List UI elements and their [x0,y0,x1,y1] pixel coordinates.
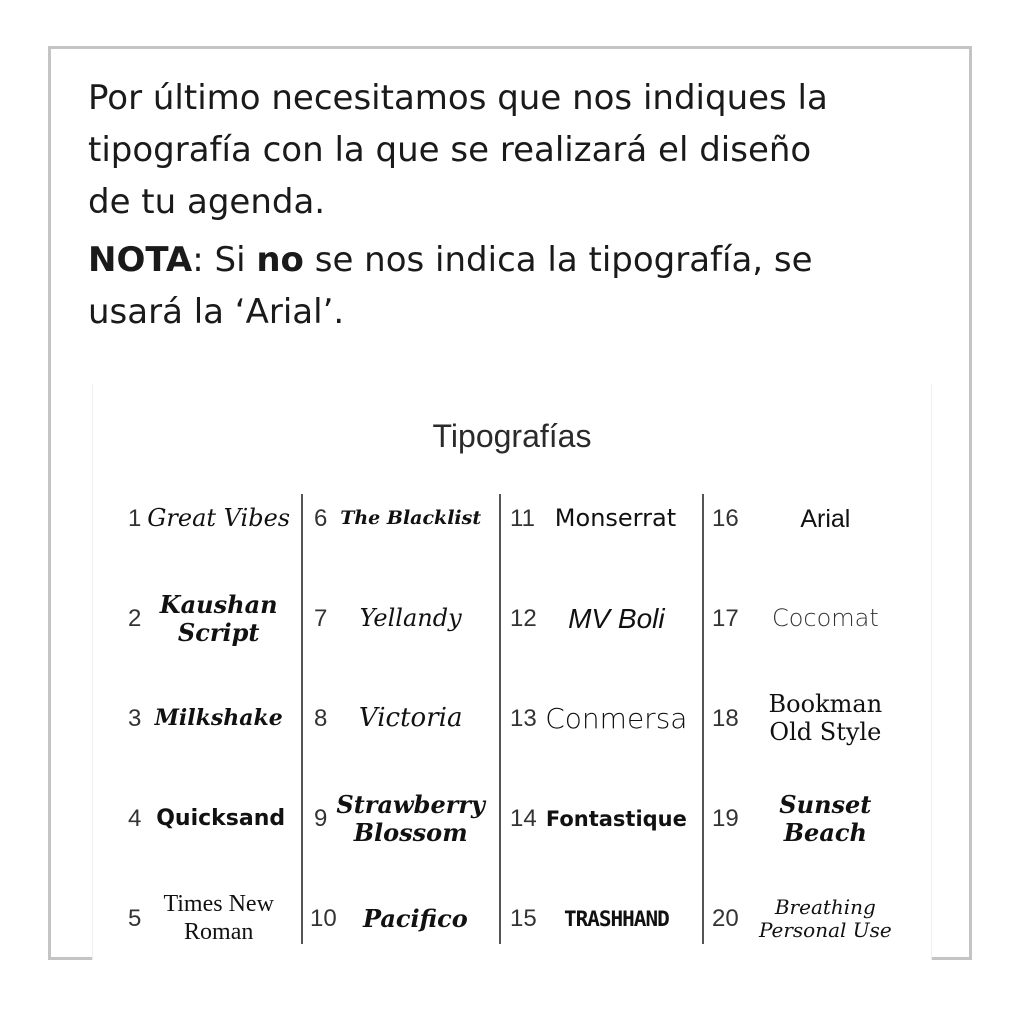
font-name [537,703,696,735]
font-name-line: Fontastique [545,806,687,831]
font-number: 1 [128,505,142,532]
font-number: 12 [510,605,537,632]
font-name [337,905,494,933]
font-name-line: Blossom [353,818,468,847]
font-name [537,907,696,931]
font-number: 9 [314,805,328,832]
font-name-line: Yellandy [359,604,462,633]
font-name [739,605,912,633]
font-option[interactable] [314,574,494,664]
font-number: 16 [712,505,739,532]
column-divider [702,494,704,944]
font-number: 7 [314,605,328,632]
note-line: usará la ‘Arial’. [88,292,345,332]
font-name-line: Kaushan [159,590,278,620]
font-name-line: Pacifico [362,904,468,934]
font-name-line: Monserrat [554,504,677,533]
panel-title: Tipografías [432,418,592,454]
note-text: : Si [192,240,257,280]
font-name [141,505,296,533]
font-option[interactable] [128,774,296,864]
font-number: 5 [128,905,142,932]
font-name [141,706,296,731]
font-name-line: Cocomat [771,604,879,633]
intro-paragraph [88,72,958,228]
font-number: 8 [314,705,328,732]
font-option[interactable] [712,574,912,664]
note-paragraph [88,234,958,338]
font-name [739,791,912,846]
font-number: 15 [510,905,537,932]
font-name-line: Arial [800,504,851,533]
font-name [327,605,494,633]
font-option[interactable] [314,674,494,764]
font-number: 6 [314,505,328,532]
font-number: 19 [712,805,739,832]
note-emphasis: no [256,240,304,280]
font-number: 20 [712,905,739,932]
font-name-line: Conmersa [545,701,688,735]
font-option[interactable] [128,474,296,564]
font-name [537,807,696,831]
font-name-line: Milkshake [154,705,283,732]
font-name-line: Times New [163,891,274,918]
font-number: 14 [510,805,537,832]
font-option[interactable] [314,774,494,864]
font-option[interactable] [314,474,494,564]
font-option[interactable] [128,674,296,764]
font-option[interactable] [510,874,696,964]
font-option[interactable] [712,474,912,564]
font-name-line: Bookman [768,690,883,719]
font-name-line: Great Vibes [147,504,291,533]
font-option[interactable] [712,774,912,864]
note-line [88,234,958,286]
font-name-line: MV Boli [568,602,665,634]
column-divider [499,494,501,944]
note-text: se nos indica la tipografía, se [303,240,813,280]
intro-line: de tu agenda. [88,182,326,222]
font-number: 4 [128,805,142,832]
font-option[interactable] [310,874,494,964]
font-name-line: Strawberry [336,790,485,820]
font-name-line: Sunset Beach [779,790,872,847]
font-name [739,505,912,534]
font-option[interactable] [510,574,696,664]
note-label: NOTA [88,240,193,280]
font-name [537,603,696,635]
font-name-line: Breathing [774,895,876,919]
font-name [739,691,912,746]
font-option[interactable] [510,674,696,764]
font-name-line: Victoria [358,703,463,734]
font-option[interactable] [510,474,696,564]
font-name-line: Personal Use [758,918,892,942]
font-name [141,806,296,831]
font-name-line: Roman [184,919,254,945]
font-name [141,891,296,946]
font-name-line: Script [177,618,260,647]
font-name-line: Quicksand [156,806,286,832]
font-number: 10 [310,905,337,932]
font-option[interactable] [712,674,912,764]
font-option[interactable] [128,874,296,964]
font-name [739,896,912,942]
font-number: 2 [128,605,142,632]
font-name [327,508,494,530]
font-option[interactable] [510,774,696,864]
font-name-line: The Blacklist [340,507,482,530]
font-option[interactable] [712,874,912,964]
intro-line: Por último necesitamos que nos indiques la [88,78,828,118]
font-name [535,505,696,533]
font-number: 17 [712,605,739,632]
font-number: 3 [128,705,142,732]
font-name [327,791,494,846]
font-name-line: TRASHHAND [563,906,669,931]
font-number: 18 [712,705,739,732]
intro-line: tipografía con la que se realizará el diseño [88,130,812,170]
font-number: 11 [510,505,535,532]
font-name-line: Old Style [769,718,882,746]
column-divider [301,494,303,944]
font-number: 13 [510,705,537,732]
font-option[interactable] [128,574,296,664]
font-name [141,591,296,646]
font-name [327,704,494,734]
